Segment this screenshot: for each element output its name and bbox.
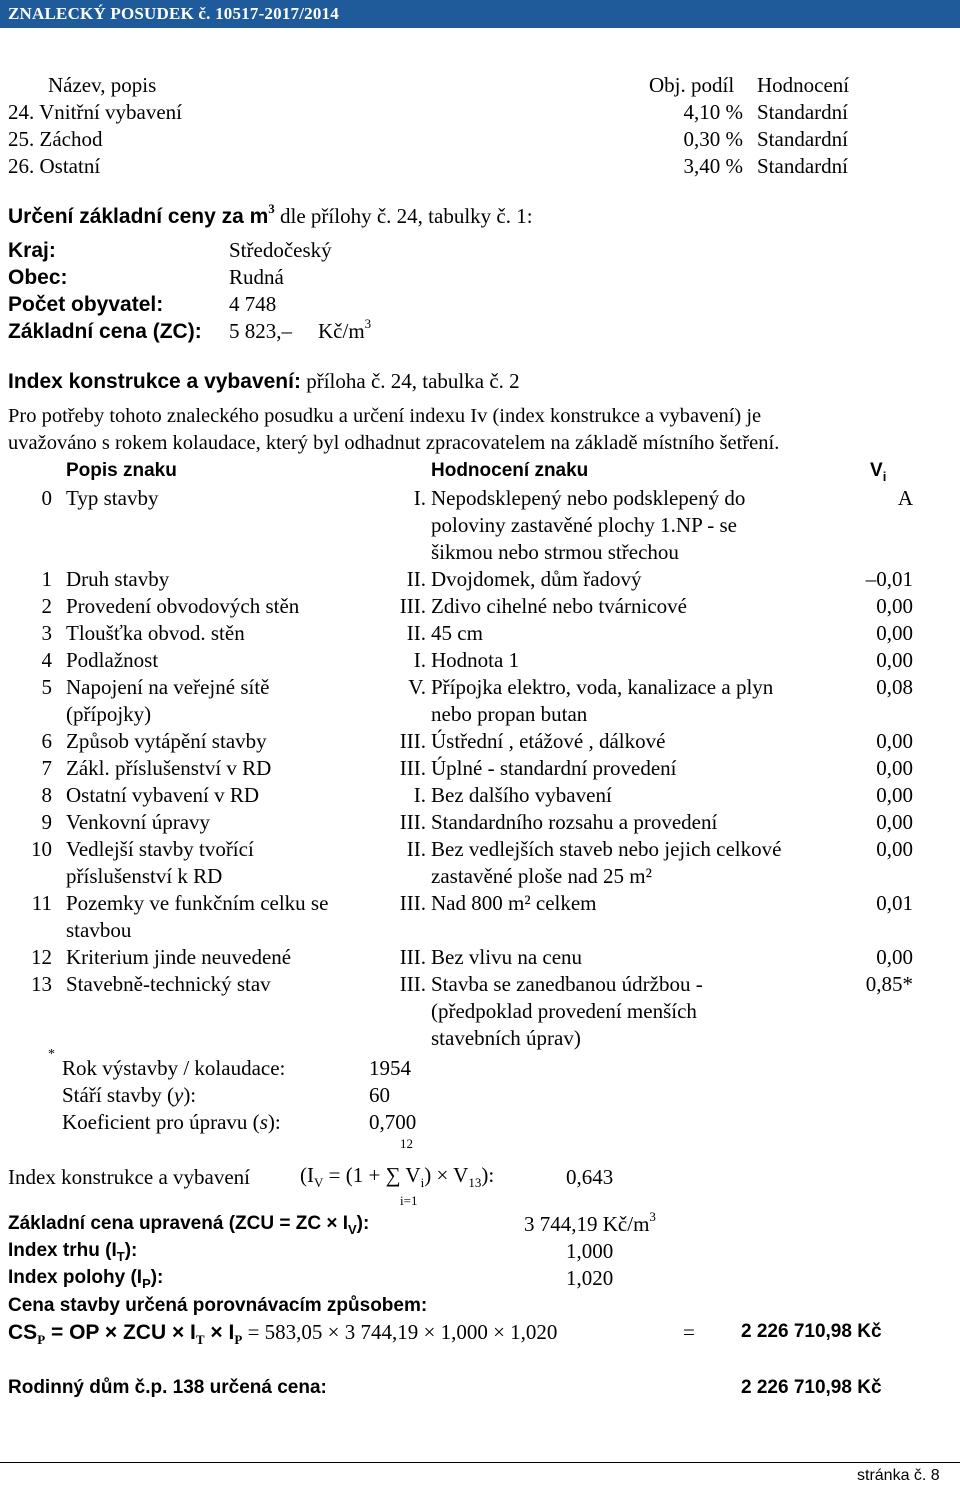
- csp-t: T: [195, 1332, 205, 1348]
- ip-value: 1,020: [566, 1266, 614, 1290]
- formula-v13-sub: 13: [468, 1175, 482, 1191]
- row-grade: II.: [406, 837, 426, 861]
- row-value: A: [897, 486, 913, 510]
- row-hodnoceni: stavebních úprav): [431, 1026, 581, 1050]
- row-hodnoceni: šikmou nebo strmou střechou: [431, 540, 679, 564]
- row-popis: Napojení na veřejné sítě: [66, 675, 270, 699]
- index-paragraph-line1: Pro potřeby tohoto znaleckého posudku a určení indexu Iv (index konstrukce a vybavení) je: [8, 405, 762, 427]
- row-hodnoceni: Bez vlivu na cenu: [431, 945, 583, 969]
- csp-value: 2 226 710,98 Kč: [741, 1321, 882, 1342]
- index-heading-tail: příloha č. 24, tabulka č. 2: [300, 369, 520, 393]
- row-hodnoceni: Nepodsklepený nebo podsklepený do: [431, 486, 746, 510]
- row-popis: stavbou: [66, 918, 132, 942]
- row-grade: I.: [413, 783, 426, 807]
- zcu-label-text: Základní cena upravená (ZCU = ZC × I: [8, 1213, 348, 1234]
- row-grade: III.: [399, 729, 426, 753]
- year-label: Rok výstavby / kolaudace:: [62, 1056, 286, 1080]
- csp-formula: [8, 1322, 557, 1346]
- cena-label: Cena stavby určená porovnávacím způsobem:: [8, 1295, 428, 1316]
- col-head-name: Název, popis: [48, 73, 157, 97]
- row-number: 1: [41, 567, 52, 591]
- row-grade: II.: [406, 567, 426, 591]
- row-grade: II.: [406, 621, 426, 645]
- row-popis: Venkovní úpravy: [66, 810, 211, 834]
- csp-mid: = OP × ZCU × I: [45, 1321, 196, 1344]
- row-hodnoceni: Stavba se zanedbanou údržbou -: [431, 972, 703, 996]
- heading-tail: dle přílohy č. 24, tabulky č. 1:: [274, 204, 533, 228]
- row-number: 3: [41, 621, 52, 645]
- row-hodnoceni: Dvojdomek, dům řadový: [431, 567, 642, 591]
- row-grade: III.: [399, 891, 426, 915]
- top-row-rating: Standardní: [757, 154, 848, 178]
- row-hodnoceni: Ústřední , etážové , dálkové: [431, 729, 666, 753]
- formula-expr-sub: V: [314, 1175, 324, 1191]
- age-value: 60: [369, 1083, 390, 1107]
- row-value: 0,00: [876, 756, 913, 780]
- row-number: 9: [41, 810, 52, 834]
- row-popis: Stavebně-technický stav: [66, 972, 271, 996]
- zc-unit-text: Kč/m: [318, 319, 365, 343]
- csp-left: CS: [8, 1321, 38, 1344]
- row-hodnoceni: zastavěné ploše nad 25 m²: [431, 864, 652, 888]
- row-hodnoceni: (předpoklad provedení menších: [431, 999, 697, 1023]
- row-hodnoceni: Bez dalšího vybavení: [431, 783, 612, 807]
- row-hodnoceni: Zdivo cihelné nebo tvárnicové: [431, 594, 687, 618]
- zc-unit: [318, 316, 372, 343]
- top-row-rating: Standardní: [757, 127, 848, 151]
- document-title: ZNALECKÝ POSUDEK č. 10517-2017/2014: [8, 4, 339, 23]
- row-hodnoceni: Bez vedlejších staveb nebo jejich celkové: [431, 837, 782, 861]
- top-row-share: 0,30 %: [683, 127, 743, 151]
- row-number: 12: [31, 945, 52, 969]
- formula-expression: [300, 1165, 494, 1189]
- row-number: 13: [31, 972, 52, 996]
- base-price-heading: [8, 201, 533, 228]
- row-popis: Druh stavby: [66, 567, 170, 591]
- it-sub: T: [116, 1248, 125, 1264]
- final-value: 2 226 710,98 Kč: [741, 1377, 882, 1398]
- row-hodnoceni: nebo propan butan: [431, 702, 588, 726]
- col-popis: Popis znaku: [66, 460, 177, 481]
- kraj-value: Středočeský: [229, 238, 332, 262]
- row-number: 0: [41, 486, 52, 510]
- csp-p: P: [234, 1332, 243, 1348]
- index-paragraph-line2: uvažováno s rokem kolaudace, který byl odhadnut zpracovatelem na základě místního šetření.: [8, 432, 780, 454]
- age-label: Stáří stavby (y):: [62, 1083, 197, 1107]
- coef-label: Koeficient pro úpravu (s):: [62, 1110, 281, 1134]
- row-value: 0,00: [876, 783, 913, 807]
- row-popis: Pozemky ve funkčním celku se: [66, 891, 329, 915]
- formula-expr: (I: [300, 1163, 314, 1187]
- zc-unit-sup: 3: [364, 316, 372, 331]
- zcu-value: [524, 1209, 656, 1236]
- sum-bottom: i=1: [400, 1193, 418, 1208]
- row-popis: Ostatní vybavení v RD: [66, 783, 260, 807]
- ip-end: ):: [150, 1267, 164, 1288]
- formula-expr-rest: = (1 + ∑ V: [323, 1163, 421, 1187]
- row-grade: I.: [413, 486, 426, 510]
- row-value: 0,01: [876, 891, 913, 915]
- row-number: 4: [41, 648, 52, 672]
- row-number: 2: [41, 594, 52, 618]
- zc-value: 5 823,–: [229, 319, 292, 343]
- row-popis: Typ stavby: [66, 486, 159, 510]
- row-value: –0,01: [865, 567, 913, 591]
- row-grade: I.: [413, 648, 426, 672]
- row-value: 0,85*: [865, 972, 913, 996]
- footer-rule: [0, 1462, 960, 1463]
- row-grade: V.: [408, 675, 426, 699]
- col-hodnoceni: Hodnocení znaku: [431, 460, 589, 481]
- col-v-text: V: [870, 460, 883, 481]
- zc-label: Základní cena (ZC):: [8, 320, 202, 343]
- formula-label: Index konstrukce a vybavení: [8, 1165, 251, 1189]
- csp-equals: =: [683, 1320, 695, 1344]
- row-value: 0,00: [876, 621, 913, 645]
- row-hodnoceni: Hodnota 1: [431, 648, 520, 672]
- it-label-text: Index trhu (I: [8, 1240, 117, 1261]
- row-hodnoceni: Nad 800 m² celkem: [431, 891, 597, 915]
- row-grade: III.: [399, 594, 426, 618]
- zcu-sup: 3: [649, 1209, 656, 1224]
- row-grade: III.: [399, 810, 426, 834]
- top-row-rating: Standardní: [757, 100, 848, 124]
- top-row-name: 24. Vnitřní vybavení: [8, 100, 183, 124]
- formula-value: 0,643: [566, 1165, 614, 1189]
- row-grade: III.: [399, 972, 426, 996]
- formula-close: ):: [481, 1163, 495, 1187]
- row-popis: Kriterium jinde neuvedené: [66, 945, 292, 969]
- row-popis: Tloušťka obvod. stěn: [66, 621, 245, 645]
- ip-sub: P: [142, 1275, 151, 1291]
- col-head-share: Obj. podíl: [649, 73, 735, 97]
- it-label: [8, 1241, 137, 1263]
- ip-label: [8, 1268, 163, 1290]
- row-hodnoceni: Přípojka elektro, voda, kanalizace a plyn: [431, 675, 774, 699]
- row-value: 0,00: [876, 945, 913, 969]
- heading-sup: 3: [268, 201, 275, 216]
- population-value: 4 748: [229, 292, 277, 316]
- row-popis: Zákl. příslušenství v RD: [66, 756, 272, 780]
- row-popis: Podlažnost: [66, 648, 159, 672]
- row-hodnoceni: poloviny zastavěné plochy 1.NP - se: [431, 513, 737, 537]
- sum-top: 12: [400, 1136, 413, 1151]
- row-hodnoceni: Standardního rozsahu a provedení: [431, 810, 718, 834]
- ip-label-text: Index polohy (I: [8, 1267, 143, 1288]
- top-row-name: 26. Ostatní: [8, 154, 101, 178]
- page-header: [0, 0, 960, 28]
- col-v: [870, 461, 886, 483]
- csp-sub: P: [37, 1332, 46, 1348]
- col-head-rating: Hodnocení: [757, 73, 850, 97]
- row-value: 0,00: [876, 648, 913, 672]
- note-star: *: [48, 1047, 55, 1062]
- obec-label: Obec:: [8, 266, 68, 289]
- formula-vi-sub: i: [420, 1175, 425, 1191]
- row-grade: III.: [399, 945, 426, 969]
- row-hodnoceni: Úplné - standardní provedení: [431, 756, 677, 780]
- it-value: 1,000: [566, 1239, 614, 1263]
- top-row-name: 25. Záchod: [8, 127, 103, 151]
- page-number: stránka č. 8: [857, 1467, 940, 1484]
- it-end: ):: [124, 1240, 138, 1261]
- zcu-label: [8, 1214, 369, 1236]
- row-number: 6: [41, 729, 52, 753]
- row-value: 0,00: [876, 729, 913, 753]
- zcu-label-end: ):: [356, 1213, 370, 1234]
- kraj-label: Kraj:: [8, 239, 56, 262]
- row-value: 0,00: [876, 594, 913, 618]
- zcu-value-text: 3 744,19 Kč/m: [524, 1212, 650, 1236]
- row-value: 0,08: [876, 675, 913, 699]
- index-heading: [8, 371, 520, 392]
- top-row-share: 3,40 %: [683, 154, 743, 178]
- row-number: 10: [31, 837, 52, 861]
- base-price-heading-text: Určení základní ceny za m: [8, 205, 269, 228]
- row-hodnoceni: 45 cm: [431, 621, 483, 645]
- final-label: Rodinný dům č.p. 138 určená cena:: [8, 1377, 327, 1398]
- row-number: 7: [41, 756, 52, 780]
- year-value: 1954: [369, 1056, 411, 1080]
- csp-mid2: × I: [204, 1321, 235, 1344]
- coef-value: 0,700: [369, 1110, 417, 1134]
- population-label: Počet obyvatel:: [8, 293, 164, 316]
- top-row-share: 4,10 %: [683, 100, 743, 124]
- row-popis: Provedení obvodových stěn: [66, 594, 300, 618]
- row-value: 0,00: [876, 837, 913, 861]
- row-number: 8: [41, 783, 52, 807]
- index-heading-bold: Index konstrukce a vybavení:: [8, 370, 301, 393]
- row-value: 0,00: [876, 810, 913, 834]
- row-popis: příslušenství k RD: [66, 864, 223, 888]
- col-v-sub: i: [882, 468, 887, 484]
- row-grade: III.: [399, 756, 426, 780]
- row-number: 11: [31, 891, 52, 915]
- row-popis: Vedlejší stavby tvořící: [66, 837, 254, 861]
- row-number: 5: [41, 675, 52, 699]
- row-popis: Způsob vytápění stavby: [66, 729, 267, 753]
- formula-times: ) × V: [424, 1163, 469, 1187]
- obec-value: Rudná: [229, 265, 284, 289]
- row-popis: (přípojky): [66, 702, 152, 726]
- csp-calc: = 583,05 × 3 744,19 × 1,000 × 1,020: [242, 1320, 558, 1344]
- zcu-label-sub: V: [348, 1221, 357, 1237]
